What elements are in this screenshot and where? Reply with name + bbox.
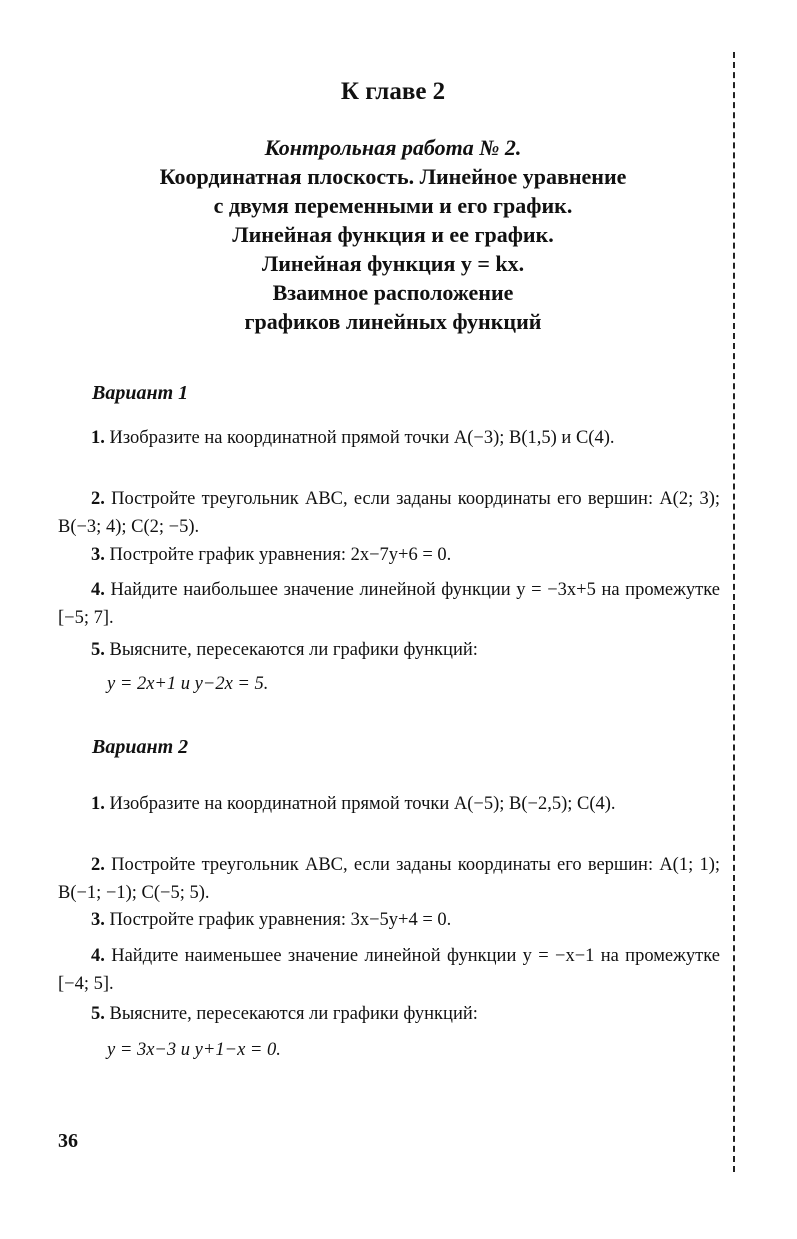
variant-2-task-5: [58, 1000, 720, 1028]
test-title: Контрольная работа № 2.: [264, 135, 522, 160]
task-number: 4.: [91, 946, 105, 966]
task-text: Постройте график уравнения: 3x−5y+4 = 0.: [109, 910, 452, 930]
equation-text: y = 2x+1 и y−2x = 5.: [107, 674, 269, 694]
variant-2-task-4: [58, 942, 720, 998]
task-text: Постройте треугольник ABC, если заданы координаты его вершин: A(1; 1); B(−1; −1); C(−5; 5).: [58, 855, 720, 903]
variant-2-equation: [107, 1036, 281, 1064]
variant-2-title: Вариант 2: [92, 736, 189, 758]
task-text: Изобразите на координатной прямой точки A(−5); B(−2,5); C(4).: [109, 794, 616, 814]
task-number: 5.: [91, 1004, 105, 1024]
equation-text: y = 3x−3 и y+1−x = 0.: [107, 1040, 281, 1060]
topic-line-3: Линейная функция и ее график.: [232, 222, 554, 247]
task-text: Найдите наименьшее значение линейной функции y = −x−1 на промежутке [−4; 5].: [58, 946, 720, 994]
chapter-heading: К главе 2: [340, 78, 446, 105]
variant-1-task-2: [58, 485, 720, 541]
page-number: 36: [58, 1130, 78, 1152]
topic-line-6: графиков линейных функций: [244, 309, 542, 334]
task-number: 1.: [91, 794, 105, 814]
task-text: Найдите наибольшее значение линейной функции y = −3x+5 на промежутке [−5; 7].: [58, 580, 721, 628]
topic-line-5: Взаимное расположение: [272, 280, 514, 305]
task-text: Изобразите на координатной прямой точки A(−3); B(1,5) и C(4).: [109, 428, 615, 448]
task-text: Постройте график уравнения: 2x−7y+6 = 0.: [109, 545, 452, 565]
task-text: Выясните, пересекаются ли графики функций:: [109, 640, 478, 660]
task-number: 1.: [91, 428, 105, 448]
variant-1-task-4: [58, 576, 720, 632]
variant-1-title: Вариант 1: [92, 382, 189, 404]
variant-2-task-1: [58, 790, 720, 818]
task-text: Выясните, пересекаются ли графики функций:: [109, 1004, 478, 1024]
variant-1-equation: [107, 670, 268, 698]
variant-2-task-2: [58, 851, 720, 907]
topic-line-1: Координатная плоскость. Линейное уравнение: [159, 164, 627, 189]
variant-1-task-5: [58, 636, 720, 664]
task-number: 3.: [91, 545, 105, 565]
variant-1-task-1: [58, 424, 720, 452]
variant-1-task-3: [58, 541, 720, 569]
task-text: Постройте треугольник ABC, если заданы координаты его вершин: A(2; 3); B(−3; 4); C(2; −5).: [58, 489, 720, 537]
test-heading: [0, 133, 786, 336]
task-number: 5.: [91, 640, 105, 660]
variant-2-task-3: [58, 906, 720, 934]
task-number: 3.: [91, 910, 105, 930]
topic-line-2: с двумя переменными и его график.: [213, 193, 573, 218]
topic-line-4: Линейная функция y = kx.: [261, 251, 525, 276]
task-number: 4.: [91, 580, 105, 600]
task-number: 2.: [91, 855, 105, 875]
task-number: 2.: [91, 489, 105, 509]
